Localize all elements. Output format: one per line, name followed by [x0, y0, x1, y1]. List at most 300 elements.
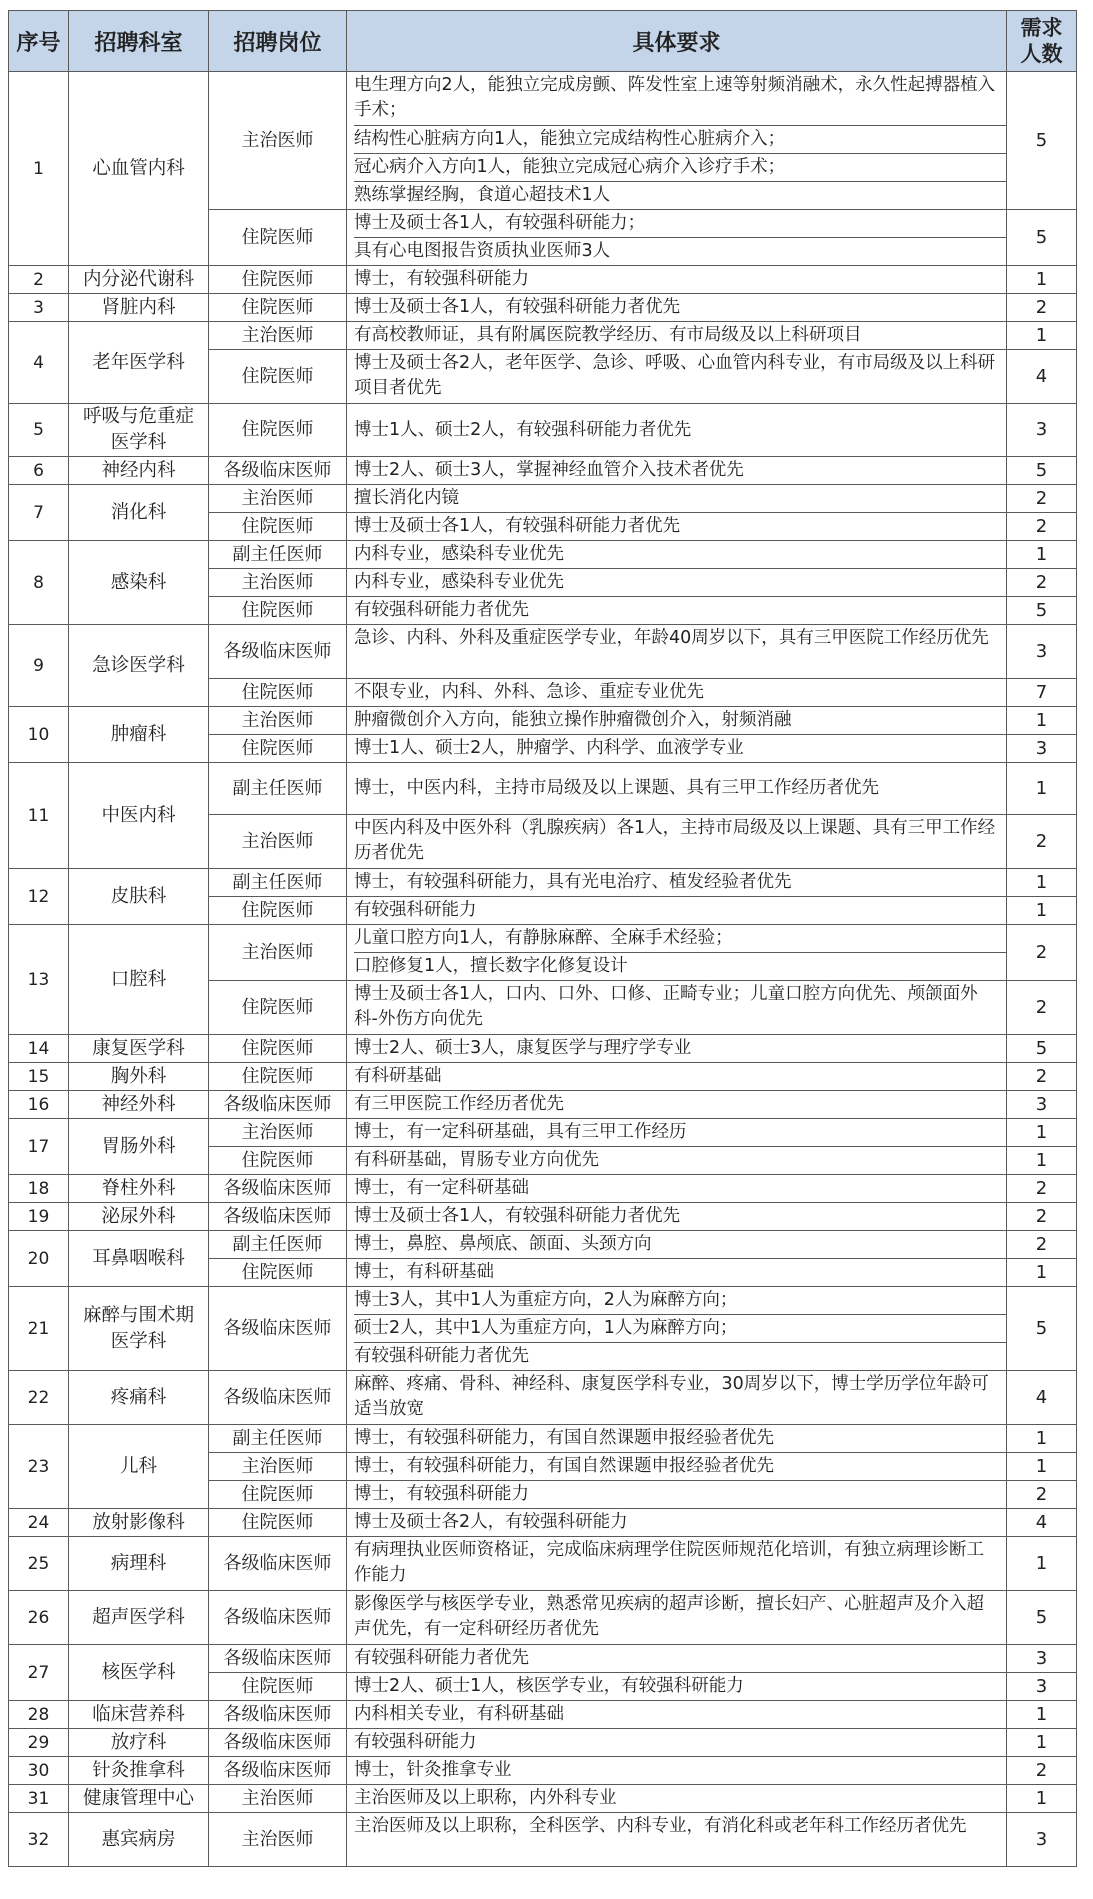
row-index: 31: [9, 1785, 69, 1813]
table-row: [9, 1537, 1077, 1591]
requirement-text: 主治医师及以上职称，内外科专业: [354, 1788, 617, 1808]
table-row: [9, 1371, 1077, 1425]
row-index: 8: [9, 541, 69, 625]
requirements-cell: [347, 513, 1007, 541]
requirement-text: 具有心电图报告资质执业医师3人: [354, 241, 611, 261]
requirements-cell: [347, 815, 1007, 869]
position-title: 主治医师: [209, 1119, 347, 1147]
requirement-text: 硕士2人，其中1人为重症方向，1人为麻醉方向；: [354, 1315, 1006, 1343]
headcount: 1: [1007, 1785, 1077, 1813]
requirements-cell: [347, 457, 1007, 485]
position-title: 住院医师: [209, 1509, 347, 1537]
requirements-cell: [347, 1813, 1007, 1867]
requirements-cell: [347, 1481, 1007, 1509]
position-title: 主治医师: [209, 322, 347, 350]
requirements-cell: [347, 1509, 1007, 1537]
table-row: [9, 72, 1077, 210]
headcount: 3: [1007, 404, 1077, 457]
headcount: 1: [1007, 897, 1077, 925]
requirements-cell: [347, 541, 1007, 569]
position-title: 主治医师: [209, 569, 347, 597]
position-title: 住院医师: [209, 1481, 347, 1509]
headcount: 5: [1007, 1591, 1077, 1645]
position-title: 副主任医师: [209, 763, 347, 815]
department-name: 呼吸与危重症医学科: [69, 404, 209, 457]
requirement-text: 有较强科研能力: [354, 1732, 477, 1752]
requirements-cell: [347, 625, 1007, 679]
headcount: 2: [1007, 1757, 1077, 1785]
requirement-text: 肿瘤微创介入方向，能独立操作肿瘤微创介入，射频消融: [354, 710, 792, 730]
requirements-cell: [347, 1425, 1007, 1453]
requirement-text: 博士2人、硕士1人，核医学专业，有较强科研能力: [354, 1676, 744, 1696]
table-row: [9, 1119, 1077, 1147]
requirement-text: 博士，鼻腔、鼻颅底、颌面、头颈方向: [354, 1234, 652, 1254]
requirement-text: 有三甲医院工作经历者优先: [354, 1094, 564, 1114]
row-index: 20: [9, 1231, 69, 1287]
requirement-text: 博士，有较强科研能力: [354, 1484, 529, 1504]
requirement-text: 博士及硕士各1人，有较强科研能力者优先: [354, 297, 681, 317]
position-title: 各级临床医师: [209, 1371, 347, 1425]
headcount: 3: [1007, 1645, 1077, 1673]
headcount: 1: [1007, 763, 1077, 815]
requirement-text: 麻醉、疼痛、骨科、神经科、康复医学科专业，30周岁以下，博士学历学位年龄可适当放宽: [354, 1374, 989, 1419]
requirements-cell: [347, 1371, 1007, 1425]
requirements-cell: [347, 869, 1007, 897]
requirements-cell: [347, 569, 1007, 597]
table-row: [9, 457, 1077, 485]
position-title: 住院医师: [209, 597, 347, 625]
requirements-cell: [347, 1645, 1007, 1673]
department-name: 儿科: [69, 1425, 209, 1509]
requirement-text: 博士1人、硕士2人，有较强科研能力者优先: [354, 419, 692, 440]
position-title: 主治医师: [209, 1453, 347, 1481]
requirements-cell: [347, 763, 1007, 815]
table-row: [9, 925, 1077, 981]
table-row: [9, 1287, 1077, 1371]
row-index: 21: [9, 1287, 69, 1371]
requirements-cell: [347, 1091, 1007, 1119]
department-name: 口腔科: [69, 925, 209, 1035]
requirements-cell: [347, 597, 1007, 625]
department-name: 针灸推拿科: [69, 1757, 209, 1785]
requirement-text: 擅长消化内镜: [354, 488, 459, 508]
table-row: [9, 541, 1077, 569]
requirements-cell: [347, 1175, 1007, 1203]
position-title: 各级临床医师: [209, 1729, 347, 1757]
row-index: 32: [9, 1813, 69, 1867]
row-index: 1: [9, 72, 69, 266]
position-title: 住院医师: [209, 1259, 347, 1287]
table-row: [9, 1063, 1077, 1091]
requirement-text: 冠心病介入方向1人，能独立完成冠心病介入诊疗手术；: [354, 154, 1006, 182]
headcount: 2: [1007, 569, 1077, 597]
header-index: 序号: [9, 11, 69, 72]
headcount: 4: [1007, 1371, 1077, 1425]
position-title: 住院医师: [209, 981, 347, 1035]
row-index: 4: [9, 322, 69, 404]
headcount: 4: [1007, 350, 1077, 404]
requirement-text: 内科专业，感染科专业优先: [354, 572, 564, 592]
headcount: 2: [1007, 513, 1077, 541]
requirements-cell: [347, 1203, 1007, 1231]
requirement-text: 口腔修复1人，擅长数字化修复设计: [354, 956, 628, 976]
row-index: 19: [9, 1203, 69, 1231]
position-title: 各级临床医师: [209, 1287, 347, 1371]
requirements-cell: [347, 485, 1007, 513]
requirement-text: 博士，有一定科研基础: [354, 1178, 529, 1198]
department-name: 胸外科: [69, 1063, 209, 1091]
headcount: 5: [1007, 1287, 1077, 1371]
headcount: 1: [1007, 1147, 1077, 1175]
requirements-cell: [347, 1035, 1007, 1063]
position-title: 住院医师: [209, 679, 347, 707]
requirements-cell: [347, 404, 1007, 457]
headcount: 1: [1007, 1119, 1077, 1147]
table-row: [9, 294, 1077, 322]
department-name: 麻醉与围术期医学科: [69, 1287, 209, 1371]
header-headcount: [1007, 11, 1077, 72]
table-row: [9, 1701, 1077, 1729]
requirements-cell: [347, 1785, 1007, 1813]
headcount: 1: [1007, 1537, 1077, 1591]
table-row: [9, 485, 1077, 513]
requirement-text: 急诊、内科、外科及重症医学专业，年龄40周岁以下，具有三甲医院工作经历优先: [354, 628, 989, 648]
position-title: 住院医师: [209, 210, 347, 266]
table-row: [9, 1203, 1077, 1231]
table-row: [9, 1785, 1077, 1813]
headcount: 5: [1007, 210, 1077, 266]
header-row: [9, 11, 1077, 72]
table-row: [9, 1591, 1077, 1645]
department-name: 老年医学科: [69, 322, 209, 404]
department-name: 放疗科: [69, 1729, 209, 1757]
requirement-text: 主治医师及以上职称，全科医学、内科专业，有消化科或老年科工作经历者优先: [354, 1816, 967, 1836]
position-title: 各级临床医师: [209, 1537, 347, 1591]
row-index: 15: [9, 1063, 69, 1091]
requirements-cell: [347, 322, 1007, 350]
headcount: 1: [1007, 707, 1077, 735]
requirements-cell: [347, 210, 1007, 266]
table-row: [9, 763, 1077, 815]
requirement-text: 儿童口腔方向1人，有静脉麻醉、全麻手术经验；: [354, 925, 1006, 953]
row-index: 26: [9, 1591, 69, 1645]
requirements-cell: [347, 707, 1007, 735]
requirements-cell: [347, 350, 1007, 404]
position-title: 各级临床医师: [209, 1175, 347, 1203]
requirements-cell: [347, 1757, 1007, 1785]
row-index: 12: [9, 869, 69, 925]
row-index: 27: [9, 1645, 69, 1701]
headcount: 2: [1007, 981, 1077, 1035]
department-name: 内分泌代谢科: [69, 266, 209, 294]
department-name: 肾脏内科: [69, 294, 209, 322]
requirements-cell: [347, 1537, 1007, 1591]
table-row: [9, 404, 1077, 457]
table-body: [9, 72, 1077, 1867]
requirement-text: 结构性心脏病方向1人，能独立完成结构性心脏病介入；: [354, 126, 1006, 154]
requirement-text: 博士1人、硕士2人，肿瘤学、内科学、血液学专业: [354, 738, 744, 758]
requirements-cell: [347, 266, 1007, 294]
headcount: 4: [1007, 1509, 1077, 1537]
position-title: 住院医师: [209, 294, 347, 322]
department-name: 放射影像科: [69, 1509, 209, 1537]
position-title: 住院医师: [209, 1035, 347, 1063]
row-index: 2: [9, 266, 69, 294]
row-index: 11: [9, 763, 69, 869]
row-index: 10: [9, 707, 69, 763]
requirement-text: 博士及硕士各2人，有较强科研能力: [354, 1512, 628, 1532]
position-title: 主治医师: [209, 707, 347, 735]
department-name: 肿瘤科: [69, 707, 209, 763]
requirements-cell: [347, 925, 1007, 981]
row-index: 30: [9, 1757, 69, 1785]
headcount: 3: [1007, 1813, 1077, 1867]
position-title: 住院医师: [209, 350, 347, 404]
requirement-text: 有较强科研能力者优先: [354, 600, 529, 620]
row-index: 29: [9, 1729, 69, 1757]
requirement-text: 有科研基础，胃肠专业方向优先: [354, 1150, 599, 1170]
requirements-cell: [347, 72, 1007, 210]
position-title: 住院医师: [209, 513, 347, 541]
requirement-text: 博士，有一定科研基础，具有三甲工作经历: [354, 1122, 687, 1142]
header-headcount-line2: 人数: [1020, 42, 1063, 66]
position-title: 各级临床医师: [209, 1645, 347, 1673]
table-row: [9, 1509, 1077, 1537]
department-name: 胃肠外科: [69, 1119, 209, 1175]
headcount: 2: [1007, 485, 1077, 513]
headcount: 2: [1007, 1231, 1077, 1259]
headcount: 1: [1007, 1259, 1077, 1287]
position-title: 住院医师: [209, 735, 347, 763]
headcount: 1: [1007, 266, 1077, 294]
position-title: 副主任医师: [209, 541, 347, 569]
row-index: 28: [9, 1701, 69, 1729]
requirements-cell: [347, 735, 1007, 763]
requirement-text: 博士及硕士各2人，老年医学、急诊、呼吸、心血管内科专业，有市局级及以上科研项目者优先: [354, 353, 996, 398]
requirement-text: 中医内科及中医外科（乳腺疾病）各1人，主持市局级及以上课题、具有三甲工作经历者优先: [354, 818, 996, 863]
table-row: [9, 1175, 1077, 1203]
table-row: [9, 1729, 1077, 1757]
row-index: 18: [9, 1175, 69, 1203]
headcount: 1: [1007, 869, 1077, 897]
requirements-cell: [347, 1119, 1007, 1147]
position-title: 各级临床医师: [209, 457, 347, 485]
department-name: 消化科: [69, 485, 209, 541]
headcount: 1: [1007, 1453, 1077, 1481]
requirements-cell: [347, 1147, 1007, 1175]
requirements-cell: [347, 981, 1007, 1035]
position-title: 各级临床医师: [209, 625, 347, 679]
position-title: 主治医师: [209, 485, 347, 513]
table-row: [9, 1645, 1077, 1673]
department-name: 神经外科: [69, 1091, 209, 1119]
requirements-cell: [347, 294, 1007, 322]
headcount: 2: [1007, 1481, 1077, 1509]
table-row: [9, 1231, 1077, 1259]
headcount: 5: [1007, 72, 1077, 210]
requirement-text: 博士2人、硕士3人，康复医学与理疗学专业: [354, 1038, 692, 1058]
requirements-cell: [347, 1231, 1007, 1259]
requirement-text: 博士，针灸推拿专业: [354, 1760, 512, 1780]
table-row: [9, 625, 1077, 679]
recruitment-table: [8, 10, 1077, 1867]
table-row: [9, 322, 1077, 350]
department-name: 泌尿外科: [69, 1203, 209, 1231]
position-title: 住院医师: [209, 266, 347, 294]
headcount: 3: [1007, 735, 1077, 763]
requirement-text: 不限专业，内科、外科、急诊、重症专业优先: [354, 682, 704, 702]
position-title: 主治医师: [209, 925, 347, 981]
requirements-cell: [347, 1591, 1007, 1645]
department-name: 健康管理中心: [69, 1785, 209, 1813]
requirements-cell: [347, 897, 1007, 925]
requirement-text: 内科专业，感染科专业优先: [354, 544, 564, 564]
row-index: 24: [9, 1509, 69, 1537]
table-row: [9, 1757, 1077, 1785]
requirement-text: 影像医学与核医学专业，熟悉常见疾病的超声诊断，擅长妇产、心脏超声及介入超声优先，有一定科研经历者优先: [354, 1594, 984, 1639]
department-name: 超声医学科: [69, 1591, 209, 1645]
table-row: [9, 1813, 1077, 1867]
requirement-text: 博士，有较强科研能力，具有光电治疗、植发经验者优先: [354, 872, 792, 892]
requirements-cell: [347, 1673, 1007, 1701]
department-name: 急诊医学科: [69, 625, 209, 707]
header-department: 招聘科室: [69, 11, 209, 72]
position-title: 主治医师: [209, 1813, 347, 1867]
headcount: 2: [1007, 1175, 1077, 1203]
header-requirements: 具体要求: [347, 11, 1007, 72]
requirement-text: 博士及硕士各1人，有较强科研能力；: [354, 210, 1006, 238]
row-index: 7: [9, 485, 69, 541]
header-headcount-line1: 需求: [1020, 16, 1063, 40]
requirement-text: 内科相关专业，有科研基础: [354, 1704, 564, 1724]
position-title: 副主任医师: [209, 869, 347, 897]
position-title: 住院医师: [209, 404, 347, 457]
headcount: 1: [1007, 1701, 1077, 1729]
requirement-text: 博士及硕士各1人，有较强科研能力者优先: [354, 516, 681, 536]
requirement-text: 有科研基础: [354, 1066, 442, 1086]
position-title: 住院医师: [209, 1673, 347, 1701]
requirements-cell: [347, 1729, 1007, 1757]
row-index: 3: [9, 294, 69, 322]
department-name: 皮肤科: [69, 869, 209, 925]
requirements-cell: [347, 1287, 1007, 1371]
table-row: [9, 1035, 1077, 1063]
position-title: 住院医师: [209, 1147, 347, 1175]
headcount: 7: [1007, 679, 1077, 707]
table-row: [9, 1091, 1077, 1119]
requirement-text: 博士3人，其中1人为重症方向，2人为麻醉方向；: [354, 1287, 1006, 1315]
requirement-text: 有较强科研能力者优先: [354, 1346, 529, 1366]
headcount: 3: [1007, 1673, 1077, 1701]
requirement-text: 博士，有较强科研能力，有国自然课题申报经验者优先: [354, 1428, 774, 1448]
requirement-text: 熟练掌握经胸，食道心超技术1人: [354, 185, 611, 205]
requirement-text: 博士2人、硕士3人，掌握神经血管介入技术者优先: [354, 460, 744, 480]
requirements-cell: [347, 1453, 1007, 1481]
position-title: 副主任医师: [209, 1425, 347, 1453]
headcount: 1: [1007, 1729, 1077, 1757]
requirement-text: 有高校教师证，具有附属医院教学经历、有市局级及以上科研项目: [354, 325, 862, 345]
requirement-text: 有较强科研能力者优先: [354, 1648, 529, 1668]
department-name: 神经内科: [69, 457, 209, 485]
headcount: 2: [1007, 1063, 1077, 1091]
department-name: 心血管内科: [69, 72, 209, 266]
headcount: 1: [1007, 322, 1077, 350]
position-title: 主治医师: [209, 815, 347, 869]
department-name: 疼痛科: [69, 1371, 209, 1425]
requirement-text: 博士，有科研基础: [354, 1262, 494, 1282]
row-index: 6: [9, 457, 69, 485]
requirements-cell: [347, 1701, 1007, 1729]
department-name: 临床营养科: [69, 1701, 209, 1729]
requirement-text: 博士，有较强科研能力，有国自然课题申报经验者优先: [354, 1456, 774, 1476]
headcount: 5: [1007, 1035, 1077, 1063]
requirement-text: 有病理执业医师资格证，完成临床病理学住院医师规范化培训，有独立病理诊断工作能力: [354, 1540, 984, 1585]
headcount: 3: [1007, 1091, 1077, 1119]
position-title: 副主任医师: [209, 1231, 347, 1259]
position-title: 主治医师: [209, 1785, 347, 1813]
header-position: 招聘岗位: [209, 11, 347, 72]
headcount: 2: [1007, 815, 1077, 869]
row-index: 13: [9, 925, 69, 1035]
row-index: 5: [9, 404, 69, 457]
department-name: 核医学科: [69, 1645, 209, 1701]
headcount: 5: [1007, 597, 1077, 625]
position-title: 各级临床医师: [209, 1091, 347, 1119]
headcount: 2: [1007, 925, 1077, 981]
headcount: 2: [1007, 1203, 1077, 1231]
requirement-text: 电生理方向2人，能独立完成房颤、阵发性室上速等射频消融术，永久性起搏器植入手术；: [354, 72, 1006, 126]
requirements-cell: [347, 1259, 1007, 1287]
requirement-text: 博士及硕士各1人，口内、口外、口修、正畸专业；儿童口腔方向优先、颅颌面外科-外伤方向优先: [354, 984, 978, 1029]
position-title: 各级临床医师: [209, 1203, 347, 1231]
department-name: 耳鼻咽喉科: [69, 1231, 209, 1287]
position-title: 住院医师: [209, 1063, 347, 1091]
row-index: 16: [9, 1091, 69, 1119]
department-name: 康复医学科: [69, 1035, 209, 1063]
position-title: 住院医师: [209, 897, 347, 925]
row-index: 25: [9, 1537, 69, 1591]
requirements-cell: [347, 1063, 1007, 1091]
requirement-text: 博士，中医内科，主持市局级及以上课题、具有三甲工作经历者优先: [354, 778, 879, 798]
headcount: 3: [1007, 625, 1077, 679]
table-row: [9, 869, 1077, 897]
department-name: 惠宾病房: [69, 1813, 209, 1867]
department-name: 脊柱外科: [69, 1175, 209, 1203]
headcount: 1: [1007, 1425, 1077, 1453]
row-index: 23: [9, 1425, 69, 1509]
requirement-text: 有较强科研能力: [354, 900, 477, 920]
table-row: [9, 266, 1077, 294]
position-title: 各级临床医师: [209, 1591, 347, 1645]
row-index: 14: [9, 1035, 69, 1063]
position-title: 主治医师: [209, 72, 347, 210]
department-name: 病理科: [69, 1537, 209, 1591]
position-title: 各级临床医师: [209, 1757, 347, 1785]
headcount: 5: [1007, 457, 1077, 485]
table-row: [9, 707, 1077, 735]
department-name: 感染科: [69, 541, 209, 625]
table-row: [9, 1425, 1077, 1453]
requirement-text: 博士，有较强科研能力: [354, 269, 529, 289]
requirement-text: 博士及硕士各1人，有较强科研能力者优先: [354, 1206, 681, 1226]
headcount: 1: [1007, 541, 1077, 569]
headcount: 2: [1007, 294, 1077, 322]
department-name: 中医内科: [69, 763, 209, 869]
requirements-cell: [347, 679, 1007, 707]
row-index: 17: [9, 1119, 69, 1175]
row-index: 9: [9, 625, 69, 707]
row-index: 22: [9, 1371, 69, 1425]
